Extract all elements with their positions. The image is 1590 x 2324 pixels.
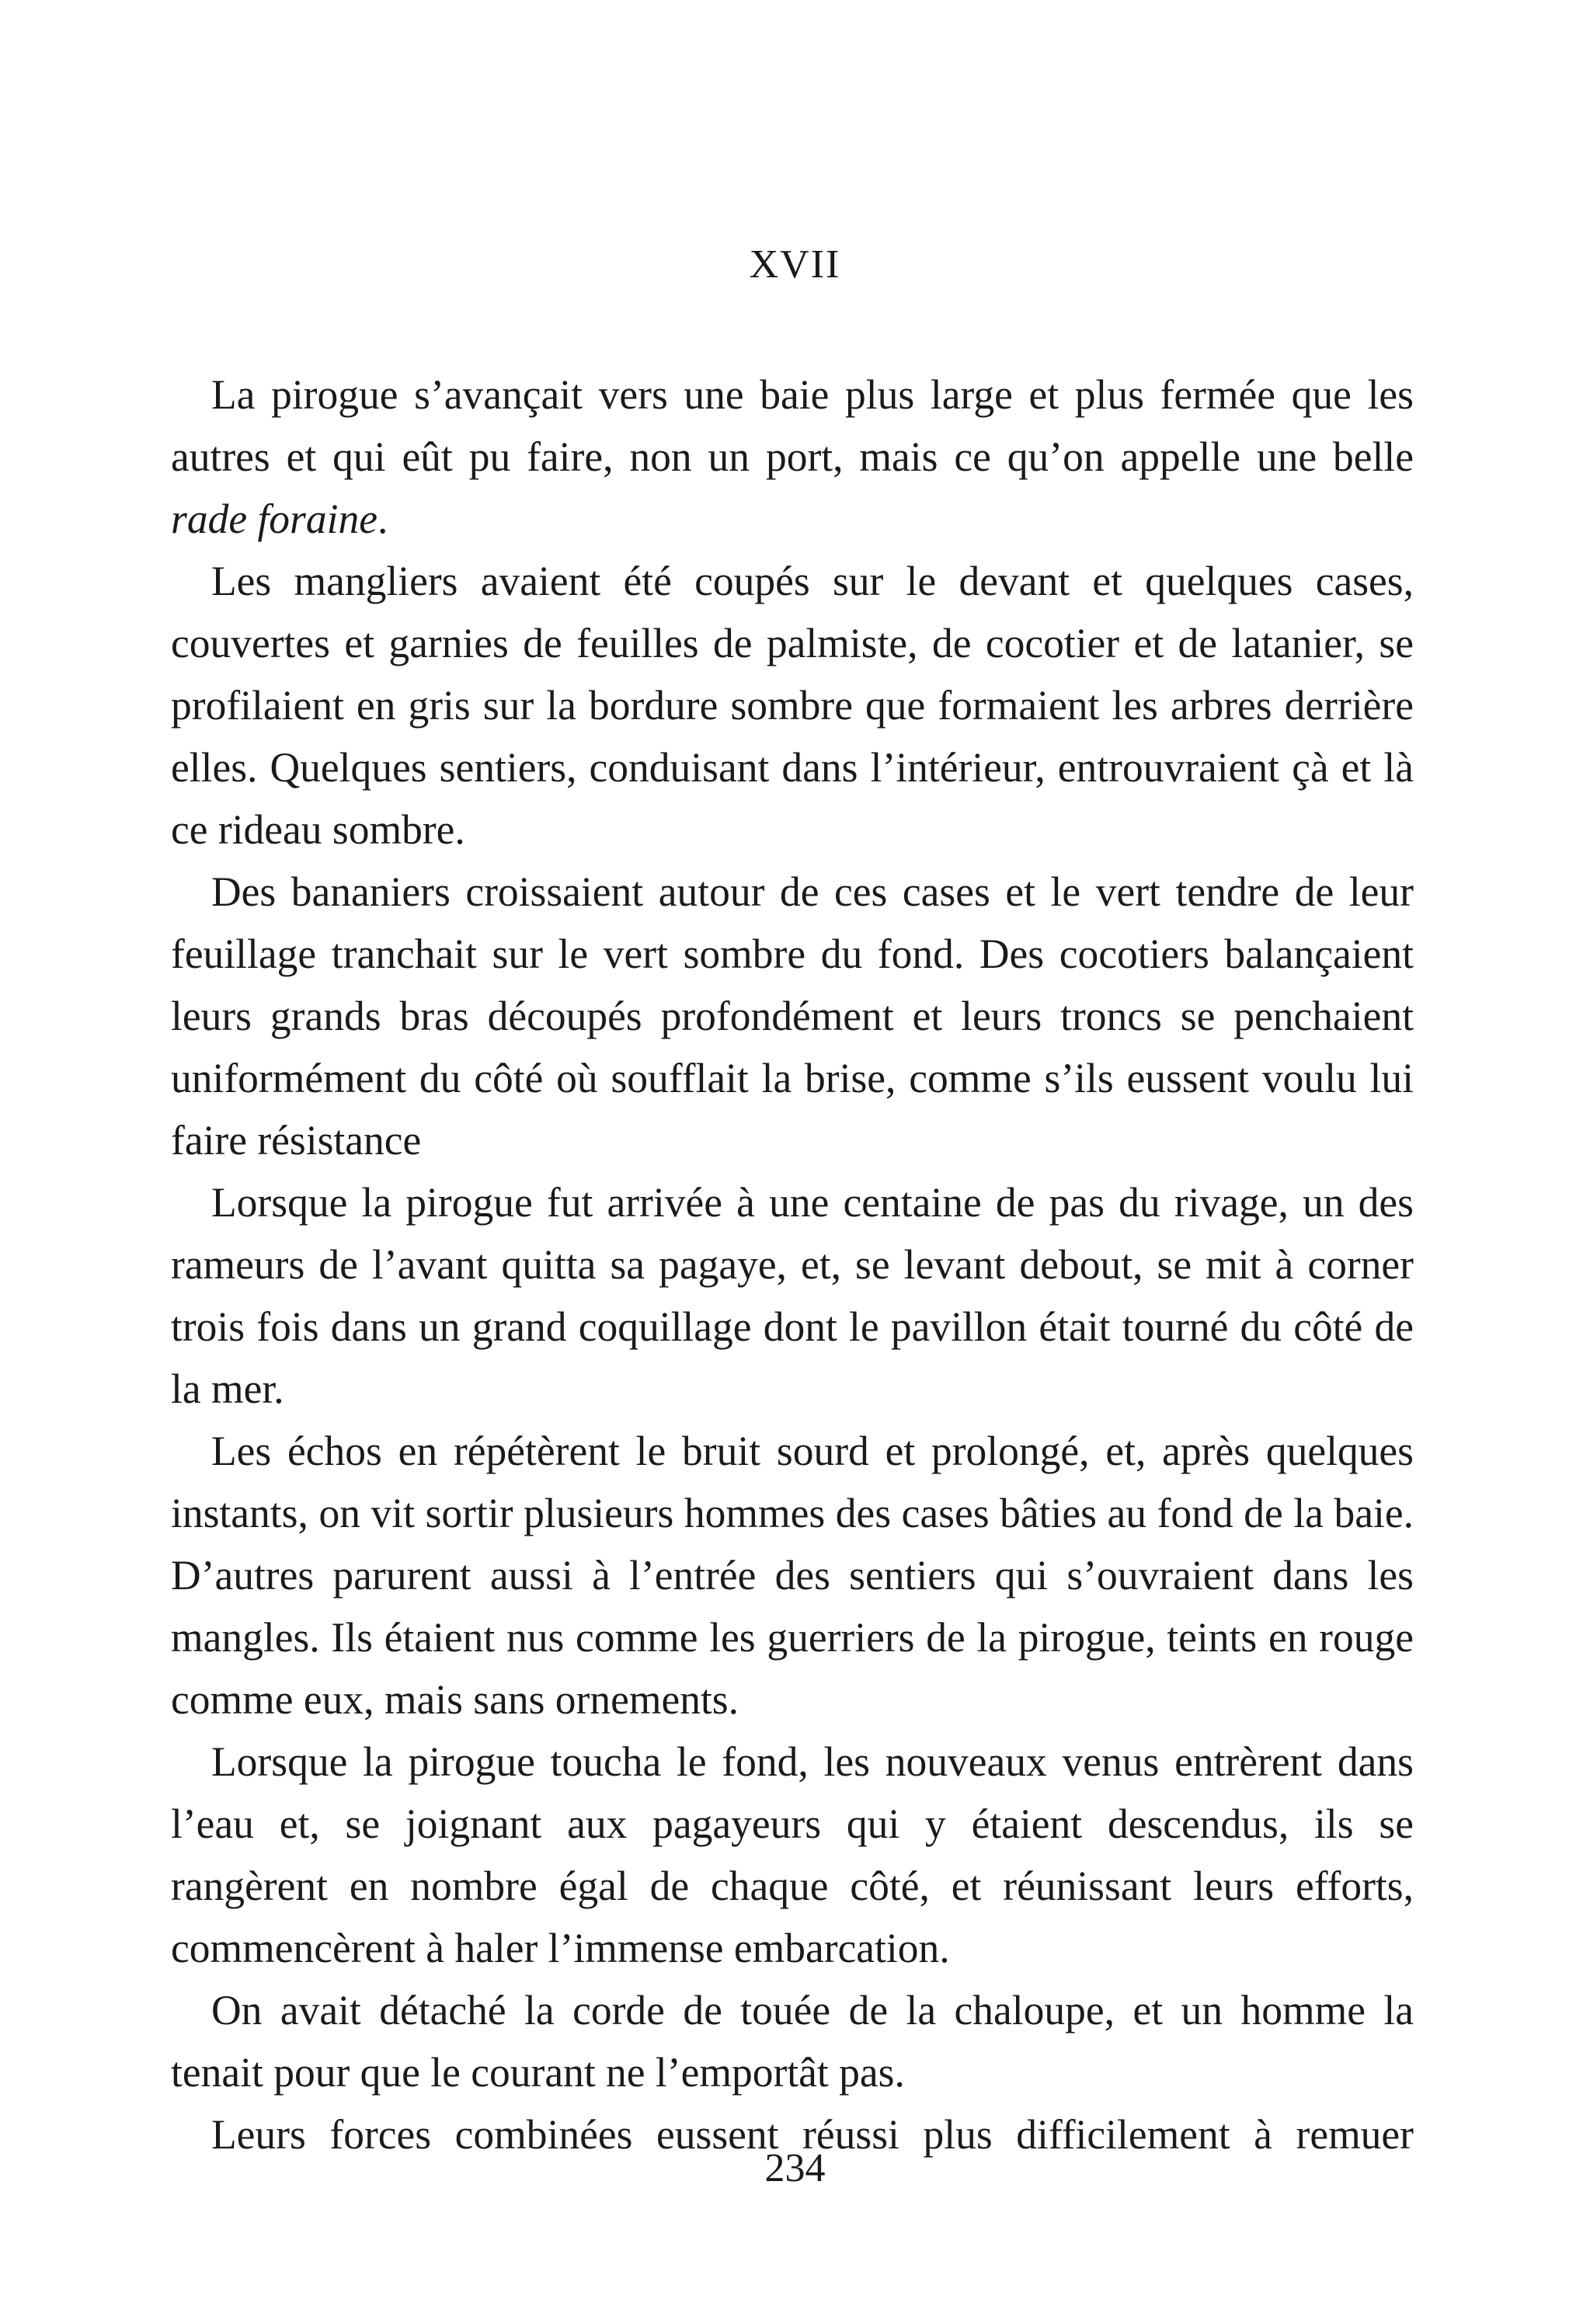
paragraph: On avait détaché la corde de touée de la chaloupe, et un homme la tenait pour que le courant ne l’emportât pas.: [171, 1987, 1414, 2096]
italic-term: rade foraine: [171, 496, 377, 542]
chapter-heading: XVII: [749, 242, 841, 287]
paragraph-text: .: [377, 496, 388, 542]
paragraph: Lorsque la pirogue toucha le fond, les nouveaux venus entrèrent dans l’eau et, se joignant aux pagayeurs qui y étaient descendus, ils se rangèrent en nombre égal de chaque côté, et réunissant leurs efforts, commencèrent à haler l’immense embarcation.: [171, 1738, 1414, 1971]
paragraph: Les échos en répétèrent le bruit sourd et prolongé, et, après quelques instants, on vit sortir plusieurs hommes des cases bâties au fond de la baie. D’autres parurent aussi à l’entrée des sentiers qui s’ouvraient dans les mangles. Ils étaient nus comme les guerriers de la pirogue, teints en rouge comme eux, mais sans ornements.: [171, 1428, 1414, 1723]
paragraph: Les mangliers avaient été coupés sur le devant et quelques cases, couvertes et garnies de feuilles de palmiste, de cocotier et de latanier, se profilaient en gris sur la bordure sombre que formaient les arbres derrière elles. Quelques sentiers, conduisant dans l’intérieur, entrouvraient çà et là ce rideau sombre.: [171, 558, 1414, 853]
body-text: [171, 364, 1414, 2166]
paragraph: Leurs forces combinées eussent réussi plus difficilement à remuer: [211, 2111, 1414, 2158]
paragraph-text: La pirogue s’avançait vers une baie plus large et plus fermée que les autres et qui eût pu faire, non un port, mais ce qu’on appelle une belle: [171, 371, 1414, 480]
page-number: 234: [764, 2146, 826, 2190]
paragraph: Des bananiers croissaient autour de ces cases et le vert tendre de leur feuillage tranchait sur le vert sombre du fond. Des cocotiers balançaient leurs grands bras découpés profondément et leurs troncs se penchaient uniformément du côté où soufflait la brise, comme s’ils eussent voulu lui faire résistance: [171, 868, 1414, 1164]
paragraph: Lorsque la pirogue fut arrivée à une centaine de pas du rivage, un des rameurs de l’avant quitta sa pagaye, et, se levant debout, se mit à corner trois fois dans un grand coquillage dont le pavillon était tourné du côté de la mer.: [171, 1179, 1414, 1412]
paragraph: [171, 364, 1414, 550]
